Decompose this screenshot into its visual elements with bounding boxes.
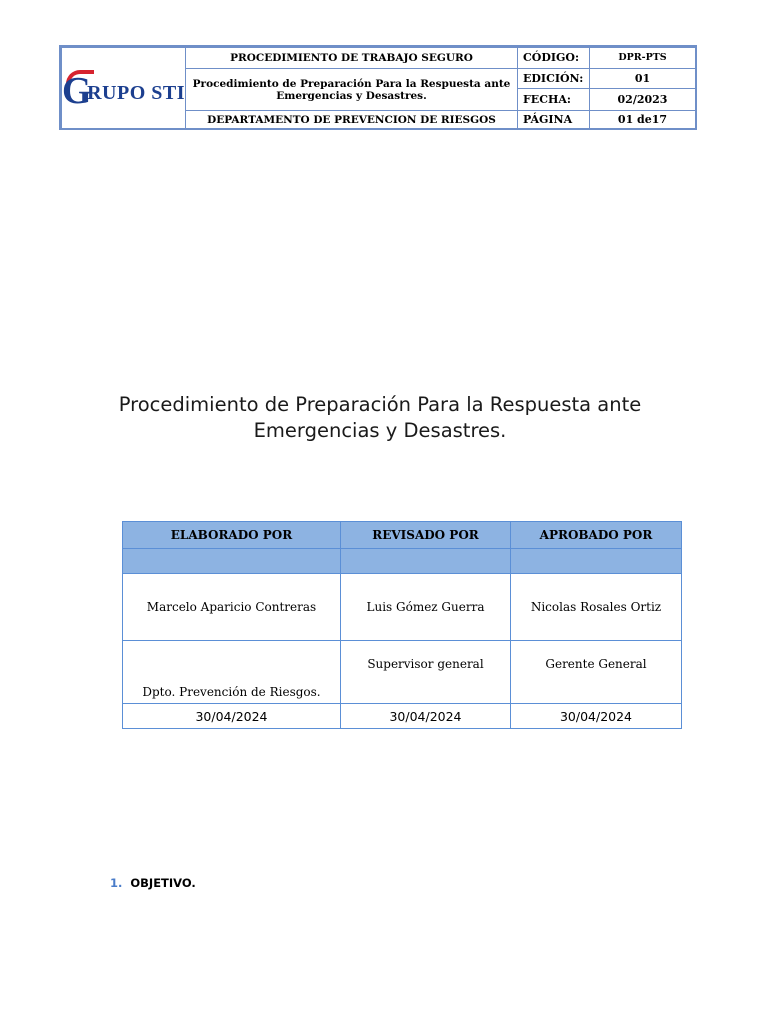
date-elaborado: 30/04/2024 [123,704,341,729]
date-aprobado: 30/04/2024 [511,704,682,729]
approvals-header-row [123,522,682,549]
logo-cell [62,48,186,129]
fecha-value: 02/2023 [590,89,696,111]
header-aprobado: APROBADO POR [511,522,682,549]
approvals-dates-row [123,704,682,729]
document-title [80,392,680,444]
pagina-label: PÁGINA [518,111,590,129]
header-elaborado: ELABORADO POR [123,522,341,549]
title-line-2: Emergencias y Desastres. [253,419,507,442]
name-revisado: Luis Gómez Guerra [341,574,511,641]
procedure-type: PROCEDIMIENTO DE TRABAJO SEGURO [186,48,518,69]
blank-cell [511,549,682,574]
procedure-name: Procedimiento de Preparación Para la Respuesta ante Emergencias y Desastres. [186,69,518,111]
blank-cell [341,549,511,574]
date-revisado: 30/04/2024 [341,704,511,729]
name-aprobado: Nicolas Rosales Ortiz [511,574,682,641]
department: DEPARTAMENTO DE PREVENCION DE RIESGOS [186,111,518,129]
header-table [61,47,696,129]
pagina-value: 01 de17 [590,111,696,129]
approvals-blank-row [123,549,682,574]
approvals-table [122,521,682,729]
section-title: OBJETIVO. [130,876,196,890]
header-revisado: REVISADO POR [341,522,511,549]
name-elaborado: Marcelo Aparicio Contreras [123,574,341,641]
section-number: 1. [110,876,123,890]
codigo-value: DPR-PTS [590,48,696,69]
logo-text: RUPO STI [87,82,185,104]
company-logo [62,48,185,128]
section-heading-objetivo [110,876,196,890]
approvals-names-row [123,574,682,641]
title-line-1: Procedimiento de Preparación Para la Respuesta ante [118,393,642,416]
role-aprobado: Gerente General [511,641,682,704]
blank-cell [123,549,341,574]
edicion-label: EDICIÓN: [518,69,590,89]
document-header [59,45,697,130]
role-elaborado: Dpto. Prevención de Riesgos. [123,641,341,704]
codigo-label: CÓDIGO: [518,48,590,69]
logo-mark-icon: G [62,68,89,108]
role-revisado: Supervisor general [341,641,511,704]
approvals-roles-row [123,641,682,704]
edicion-value: 01 [590,69,696,89]
fecha-label: FECHA: [518,89,590,111]
